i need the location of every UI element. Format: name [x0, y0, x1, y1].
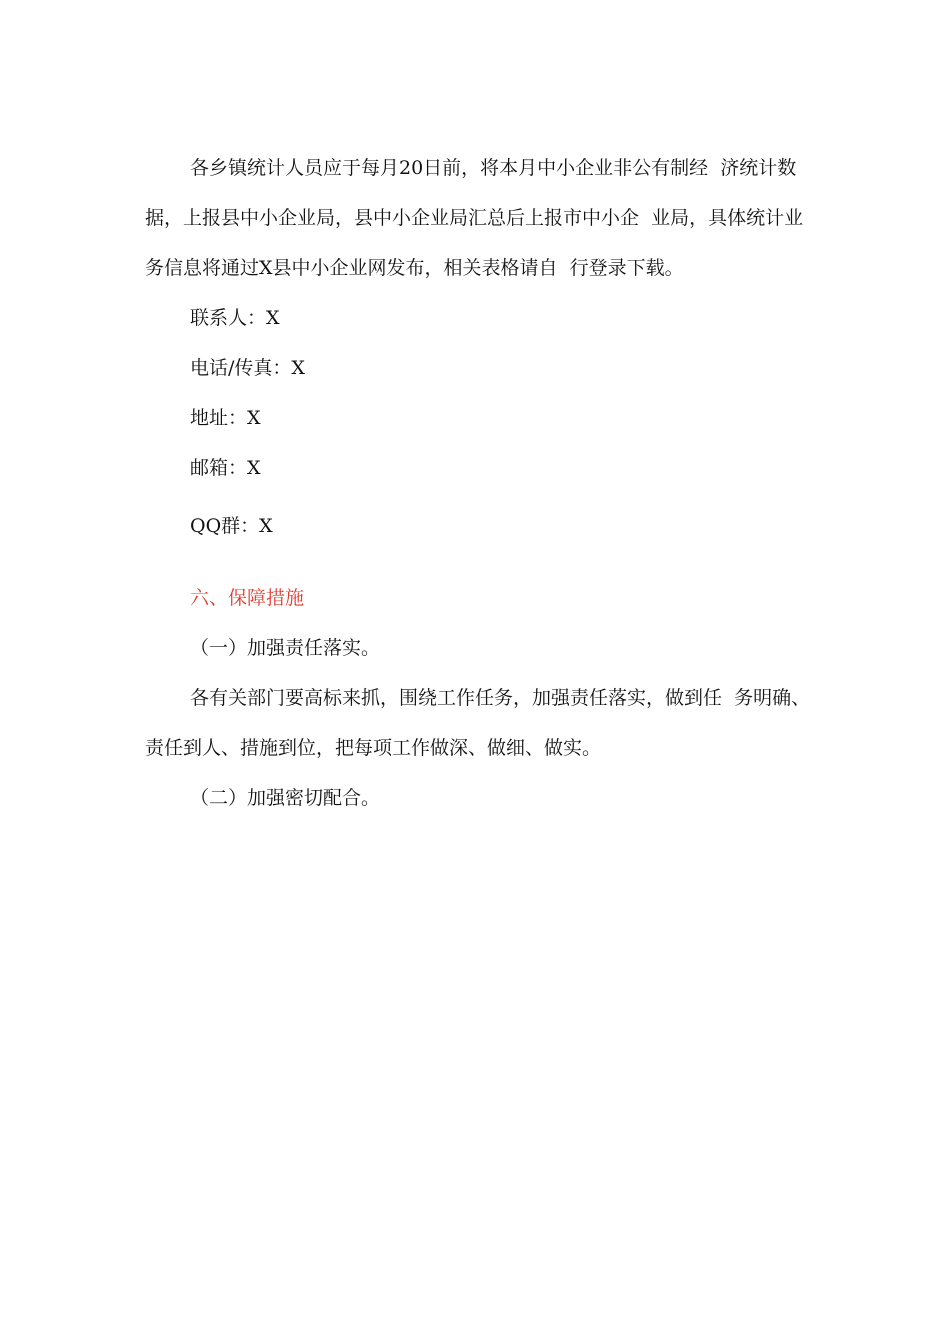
section-heading: 六、保障措施: [190, 587, 305, 609]
contact-phone-fax: 电话/传真：X: [190, 357, 305, 379]
subsection-2: （二）加强密切配合。: [190, 787, 381, 809]
contact-address: 地址：X: [190, 407, 261, 429]
subsection-1: （一）加强责任落实。: [190, 637, 381, 659]
contact-email: 邮箱：X: [190, 457, 261, 479]
para1-line3: 务信息将通过X县中小企业网发布，相关表格请自 行登录下载。: [145, 257, 684, 279]
para2-line1: 各有关部门要高标来抓，围绕工作任务，加强责任落实，做到任 务明确、: [190, 687, 811, 709]
para1-line2: 据，上报县中小企业局，县中小企业局汇总后上报市中小企 业局，具体统计业: [145, 207, 804, 229]
para1-line1: 各乡镇统计人员应于每月20日前，将本月中小企业非公有制经 济统计数: [190, 157, 797, 179]
contact-person: 联系人：X: [190, 307, 280, 329]
contact-qq-group: QQ群：X: [190, 515, 273, 537]
para2-line2: 责任到人、措施到位，把每项工作做深、做细、做实。: [145, 737, 602, 759]
